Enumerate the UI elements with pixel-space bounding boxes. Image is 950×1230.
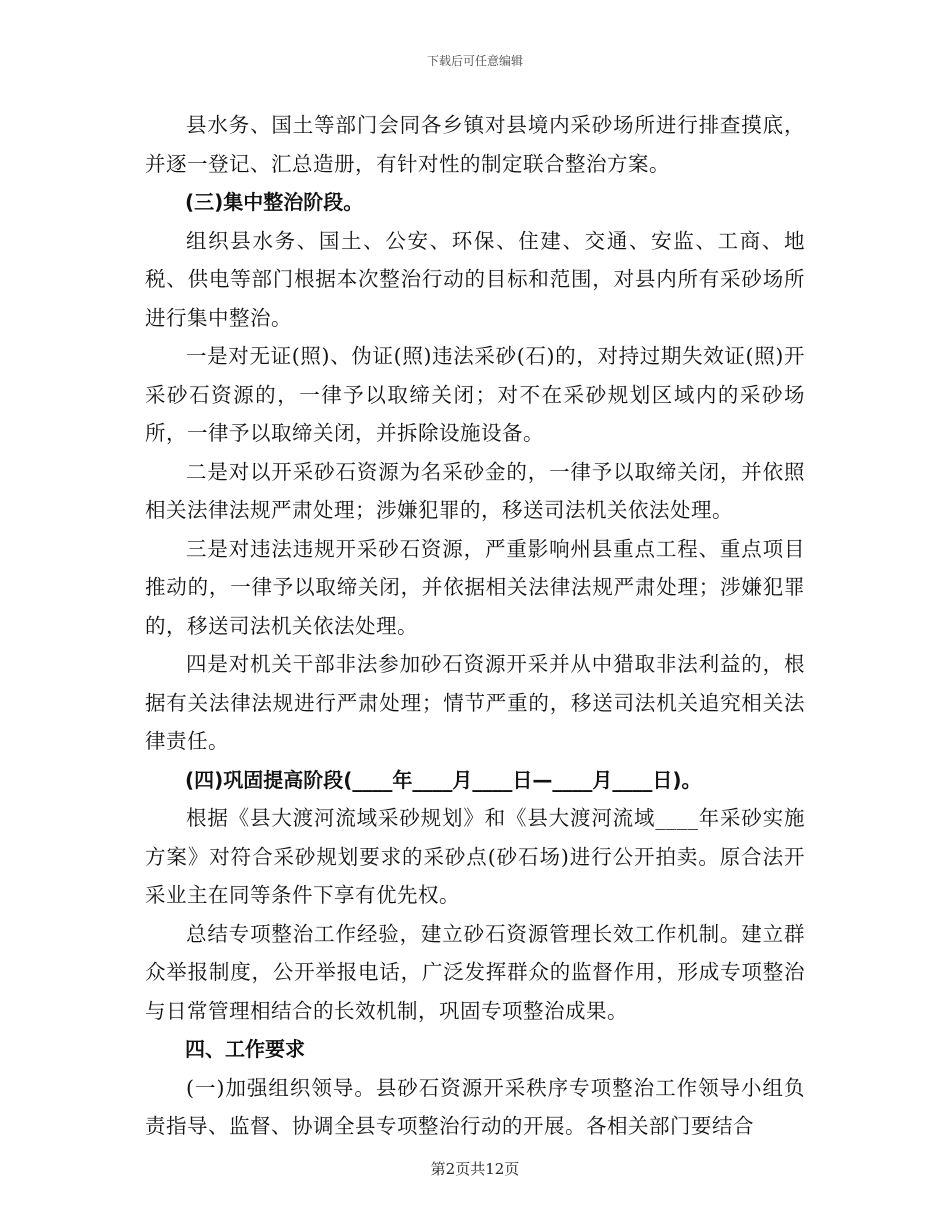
paragraph: 总结专项整治工作经验，建立砂石资源管理长效工作机制。建立群众举报制度，公开举报电话，广泛发挥群众的监督作用，形成专项整治与日常管理相结合的长效机制，巩固专项整治成果。 <box>145 921 805 1023</box>
section-heading: 四、工作要求 <box>185 1037 305 1061</box>
paragraph: 二是对以开采砂石资源为名采砂金的，一律予以取缔关闭，并依照相关法律法规严肃处理；涉嫌犯罪的，移送司法机关依法处理。 <box>145 459 805 522</box>
section-heading: (三)集中整治阶段。 <box>185 190 364 214</box>
paragraph: 根据《县大渡河流域采砂规划》和《县大渡河流域____年采砂实施方案》对符合采砂规划要求的采砂点(砂石场)进行公开拍卖。原合法开采业主在同等条件下享有优先权。 <box>145 806 805 907</box>
page-header: 下载后可任意编辑 <box>426 54 523 68</box>
paragraph: 四是对机关干部非法参加砂石资源开采并从中猎取非法利益的，根据有关法律法规进行严肃处理；情节严重的，移送司法机关追究相关法律责任。 <box>145 652 805 753</box>
document-body <box>145 106 805 1146</box>
page-number: 第2页共12页 <box>430 1160 520 1178</box>
paragraph: 一是对无证(照)、伪证(照)违法采砂(石)的，对持过期失效证(照)开采砂石资源的，一律予以取缔关闭；对不在采砂规划区域内的采砂场所，一律予以取缔关闭，并拆除设施设备。 <box>145 344 805 445</box>
paragraph: 三是对违法违规开采砂石资源，严重影响州县重点工程、重点项目推动的，一律予以取缔关闭，并依据相关法律法规严肃处理；涉嫌犯罪的，移送司法机关依法处理。 <box>145 536 805 638</box>
section-heading: (四)巩固提高阶段(____年____月____日—____月____日)。 <box>185 767 702 792</box>
paragraph: (一)加强组织领导。县砂石资源开采秩序专项整治工作领导小组负责指导、监督、协调全县专项整治行动的开展。各相关部门要结合 <box>145 1075 805 1138</box>
paragraph: 县水务、国土等部门会同各乡镇对县境内采砂场所进行排查摸底，并逐一登记、汇总造册，有针对性的制定联合整治方案。 <box>145 113 805 176</box>
paragraph: 组织县水务、国土、公安、环保、住建、交通、安监、工商、地税、供电等部门根据本次整治行动的目标和范围，对县内所有采砂场所进行集中整治。 <box>145 228 805 330</box>
